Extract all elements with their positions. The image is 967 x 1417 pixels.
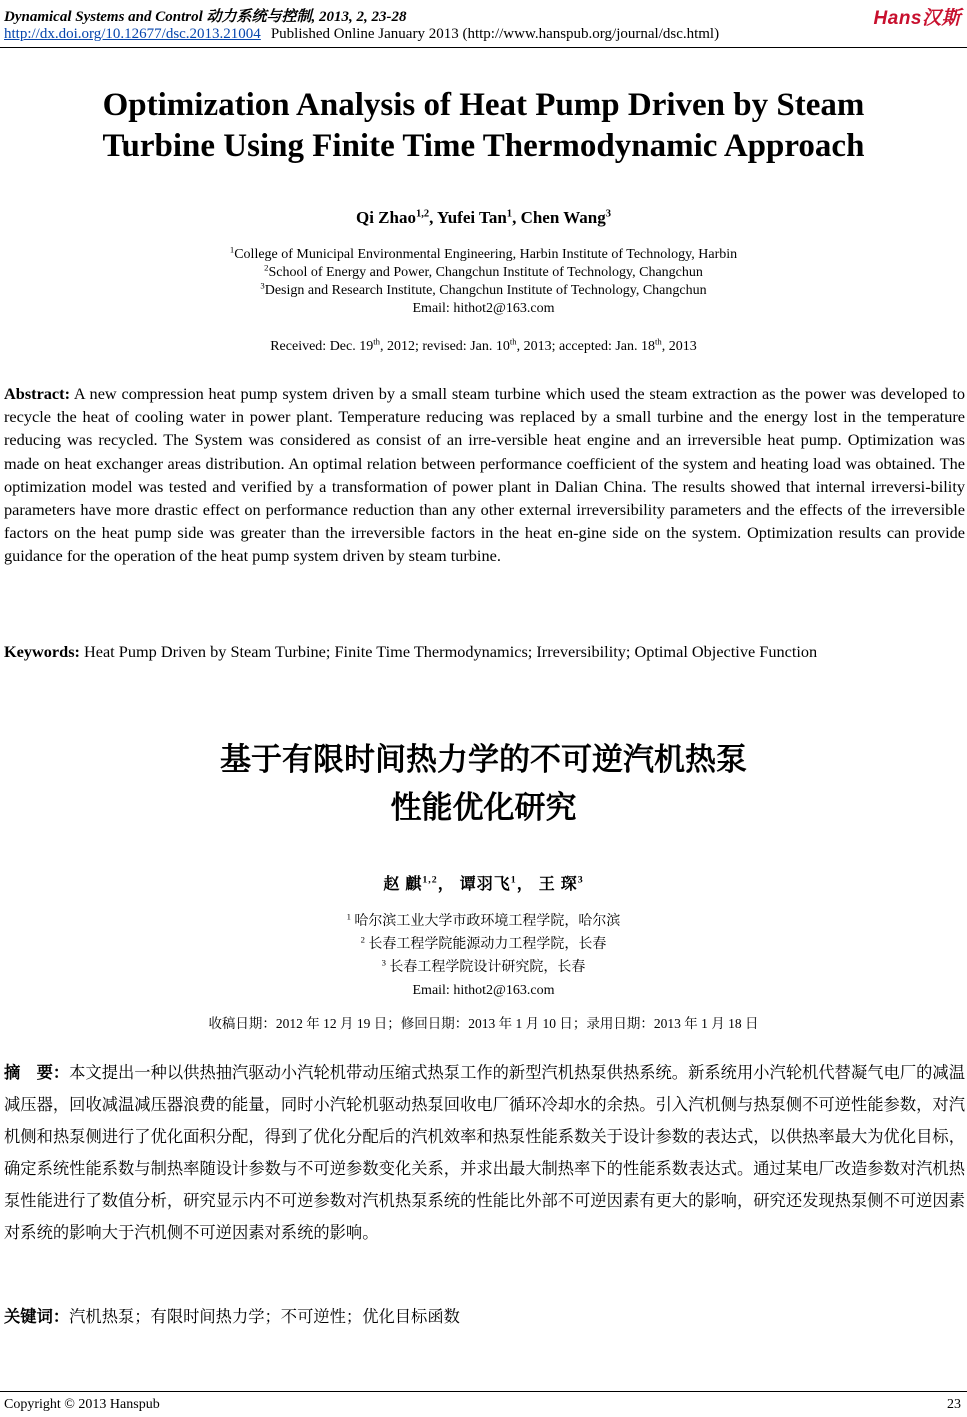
english-authors — [0, 208, 967, 228]
publication-info: Published Online January 2013 (http://www.hanspub.org/journal/dsc.html) — [270, 26, 720, 42]
affiliation-line — [0, 246, 967, 264]
author-affiliation-mark: 1 — [506, 208, 513, 220]
author-affiliation-mark: 3 — [605, 208, 612, 220]
affiliation-text: School of Energy and Power, Changchun Institute of Technology, Changchun — [268, 265, 703, 280]
received-date: Received: Dec. 19 — [270, 339, 374, 354]
author-separator: , — [429, 208, 438, 227]
author-separator: ， — [437, 876, 455, 893]
chinese-keywords — [4, 1305, 965, 1329]
chinese-abstract — [4, 1057, 965, 1249]
keywords-label: Keywords: — [4, 642, 80, 661]
author-name: Chen Wang — [520, 208, 606, 227]
keywords-text: 汽机热泵；有限时间热力学；不可逆性；优化目标函数 — [69, 1307, 460, 1326]
chinese-title-line-2: 性能优化研究 — [390, 790, 577, 826]
author-name: 谭羽飞 — [459, 876, 511, 893]
affiliation-text: 长春工程学院能源动力工程学院，长春 — [368, 937, 607, 952]
author-separator: , — [512, 208, 521, 227]
publisher-logo: Hans汉斯 — [873, 8, 961, 29]
affiliation-text: Design and Research Institute, Changchun Institute of Technology, Changchun — [264, 283, 707, 298]
author-affiliation-mark: 1,2 — [415, 208, 430, 220]
copyright-notice: Copyright © 2013 Hanspub — [4, 1397, 160, 1412]
affiliation-mark: 2 — [264, 262, 269, 273]
abstract-label: Abstract: — [4, 384, 71, 403]
affiliation-mark: 3 — [381, 957, 386, 968]
english-received-dates — [0, 336, 967, 355]
affiliation-text: 长春工程学院设计研究院，长春 — [389, 960, 586, 975]
abstract-label: 摘 要： — [4, 1063, 70, 1082]
english-affiliations — [0, 246, 967, 318]
doi-line — [4, 26, 719, 43]
keywords-label: 关键词： — [4, 1307, 70, 1326]
affiliation-mark: 1 — [229, 244, 235, 255]
abstract-text: A new compression heat pump system driven by a small steam turbine which used the steam extraction as the power was developed to recycle the heat of cooling water in power plant. Temperature reducing was replaced by a small turbine and the energy lost in the temperature reducing was recycled. The System was considered as consist of an irre-versible heat engine and an irreversible heat pump. Optimization was made on heat exchanger areas distribution. An optimal relation between performance coefficient of the system and heating load was obtained. The optimization model was tested and verified by a transformation of power plant in Dalian China. The results showed that internal irreversi-bility parameters have more drastic effect on performance reduction than any other external irreversibility parameters and the effects of the irreversible factors on the heat pump side was greater than the irreversible factors in the heat en-gine side on the system. Optimization results can provide guidance for the operation of the heat pump system driven by steam turbine. — [4, 384, 965, 566]
ordinal-suffix: th — [509, 336, 517, 347]
author-affiliation-mark: 1 — [510, 874, 517, 886]
footer-divider — [0, 1391, 967, 1392]
english-title-line-1: Optimization Analysis of Heat Pump Driven by Steam — [102, 87, 865, 123]
chinese-title — [0, 736, 967, 832]
author-email: Email: hithot2@163.com — [412, 983, 555, 998]
chinese-received-dates: 收稿日期：2012 年 12 月 19 日；修回日期：2013 年 1 月 10 日；录用日期：2013 年 1 月 18 日 — [208, 1016, 759, 1031]
affiliation-mark: 3 — [260, 280, 265, 291]
affiliation-line — [0, 910, 967, 933]
header-divider — [0, 47, 967, 48]
chinese-authors — [0, 871, 967, 894]
chinese-title-line-1: 基于有限时间热力学的不可逆汽机热泵 — [220, 742, 747, 778]
author-separator: ， — [516, 876, 534, 893]
author-affiliation-mark: 1,2 — [422, 874, 438, 886]
chinese-affiliations — [0, 910, 967, 1002]
affiliation-text: College of Municipal Environmental Engineering, Harbin Institute of Technology, Harbin — [234, 247, 738, 262]
affiliation-mark: 2 — [360, 934, 365, 945]
abstract-text: 本文提出一种以供热抽汽驱动小汽轮机带动压缩式热泵工作的新型汽机热泵供热系统。新系统用小汽轮机代替凝气电厂的减温减压器，回收减温减压器浪费的能量，同时小汽轮机驱动热泵回收电厂循环冷却水的余热。引入汽机侧与热泵侧不可逆性能参数，对汽机侧和热泵侧进行了优化面积分配，得到了优化分配后的汽机效率和热泵性能系数关于设计参数的表达式，以供热率最大为优化目标，确定系统性能系数与制热率随设计参数与不可逆参数变化关系，并求出最大制热率下的性能系数表达式。通过某电厂改造参数对汽机热泵性能进行了数值分析，研究显示内不可逆参数对汽机热泵系统的性能比外部不可逆因素有更大的影响，研究还发现热泵侧不可逆因素对系统的影响大于汽机侧不可逆因素对系统的影响。 — [4, 1063, 965, 1242]
english-abstract — [4, 382, 965, 568]
author-name: 王 琛 — [538, 876, 578, 893]
doi-link[interactable]: http://dx.doi.org/10.12677/dsc.2013.21004 — [4, 26, 261, 42]
author-name: Yufei Tan — [437, 208, 507, 227]
page-number: 23 — [947, 1397, 961, 1412]
author-email: Email: hithot2@163.com — [412, 301, 555, 316]
author-name: Qi Zhao — [355, 208, 416, 227]
author-affiliation-mark: 3 — [577, 874, 584, 886]
affiliation-line — [0, 264, 967, 282]
keywords-text: Heat Pump Driven by Steam Turbine; Finite Time Thermodynamics; Irreversibility; Optimal Objective Function — [83, 642, 818, 661]
affiliation-line — [0, 956, 967, 979]
english-title — [0, 85, 967, 167]
affiliation-mark: 1 — [346, 911, 351, 922]
accepted-year: , 2013 — [661, 339, 697, 354]
affiliation-line — [0, 933, 967, 956]
ordinal-suffix: th — [655, 336, 662, 347]
accepted-date: , 2013; accepted: Jan. 18 — [516, 339, 656, 354]
ordinal-suffix: th — [373, 336, 380, 347]
english-title-line-2: Turbine Using Finite Time Thermodynamic Approach — [102, 128, 865, 164]
affiliation-text: 哈尔滨工业大学市政环境工程学院，哈尔滨 — [354, 914, 621, 929]
english-keywords — [4, 640, 965, 663]
author-name: 赵 麒 — [383, 876, 423, 893]
revised-date: , 2012; revised: Jan. 10 — [379, 339, 510, 354]
journal-citation: Dynamical Systems and Control 动力系统与控制, 2013, 2, 23-28 — [4, 9, 407, 25]
affiliation-line — [0, 282, 967, 300]
